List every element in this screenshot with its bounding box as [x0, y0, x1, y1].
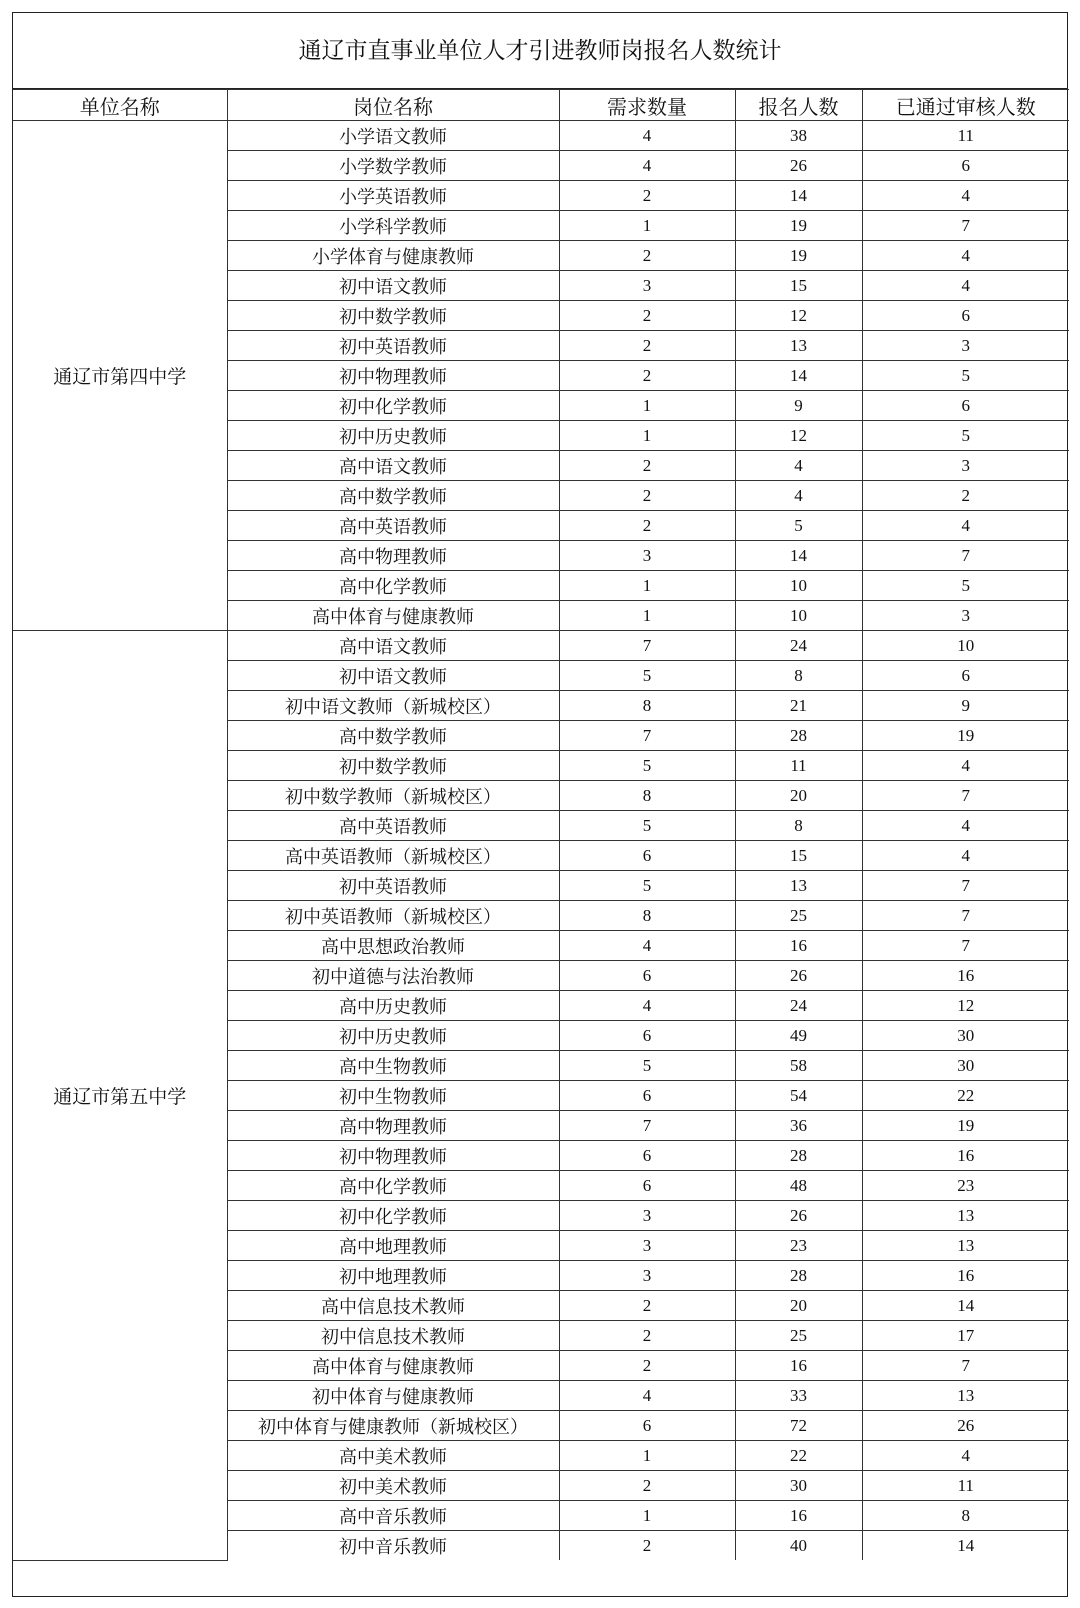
applicants-cell: 15	[735, 841, 862, 871]
approved-cell: 26	[862, 1411, 1069, 1441]
demand-cell: 2	[559, 361, 735, 391]
demand-cell: 1	[559, 1441, 735, 1471]
applicants-cell: 28	[735, 1141, 862, 1171]
position-cell: 初中历史教师	[227, 1021, 559, 1051]
position-cell: 初中英语教师（新城校区）	[227, 901, 559, 931]
demand-cell: 6	[559, 1021, 735, 1051]
applicants-cell: 16	[735, 1351, 862, 1381]
demand-cell: 5	[559, 871, 735, 901]
header-demand-count: 需求数量	[559, 90, 735, 121]
approved-cell: 5	[862, 421, 1069, 451]
demand-cell: 1	[559, 391, 735, 421]
applicants-cell: 14	[735, 181, 862, 211]
header-position-name: 岗位名称	[227, 90, 559, 121]
applicants-cell: 16	[735, 1501, 862, 1531]
demand-cell: 4	[559, 151, 735, 181]
table-row	[13, 631, 1069, 661]
demand-cell: 2	[559, 451, 735, 481]
approved-cell: 11	[862, 1471, 1069, 1501]
position-cell: 初中物理教师	[227, 361, 559, 391]
applicants-cell: 28	[735, 1261, 862, 1291]
demand-cell: 8	[559, 781, 735, 811]
demand-cell: 6	[559, 961, 735, 991]
approved-cell: 14	[862, 1531, 1069, 1561]
applicants-cell: 9	[735, 391, 862, 421]
approved-cell: 4	[862, 181, 1069, 211]
demand-cell: 6	[559, 1171, 735, 1201]
position-cell: 高中语文教师	[227, 451, 559, 481]
demand-cell: 1	[559, 601, 735, 631]
approved-cell: 9	[862, 691, 1069, 721]
demand-cell: 3	[559, 1231, 735, 1261]
position-cell: 初中地理教师	[227, 1261, 559, 1291]
position-cell: 高中信息技术教师	[227, 1291, 559, 1321]
applicants-cell: 40	[735, 1531, 862, 1561]
applicants-cell: 19	[735, 241, 862, 271]
demand-cell: 2	[559, 511, 735, 541]
approved-cell: 13	[862, 1381, 1069, 1411]
approved-cell: 6	[862, 301, 1069, 331]
approved-cell: 5	[862, 361, 1069, 391]
position-cell: 小学体育与健康教师	[227, 241, 559, 271]
applicants-cell: 12	[735, 421, 862, 451]
demand-cell: 4	[559, 1381, 735, 1411]
position-cell: 初中数学教师	[227, 751, 559, 781]
approved-cell: 2	[862, 481, 1069, 511]
header-applicant-count: 报名人数	[735, 90, 862, 121]
position-cell: 高中思想政治教师	[227, 931, 559, 961]
header-row	[13, 90, 1069, 121]
position-cell: 高中地理教师	[227, 1231, 559, 1261]
position-cell: 初中语文教师	[227, 271, 559, 301]
demand-cell: 2	[559, 1471, 735, 1501]
applicants-cell: 36	[735, 1111, 862, 1141]
demand-cell: 7	[559, 631, 735, 661]
applicants-cell: 5	[735, 511, 862, 541]
demand-cell: 7	[559, 721, 735, 751]
applicants-cell: 16	[735, 931, 862, 961]
demand-cell: 2	[559, 1321, 735, 1351]
position-cell: 初中体育与健康教师（新城校区）	[227, 1411, 559, 1441]
approved-cell: 3	[862, 601, 1069, 631]
approved-cell: 30	[862, 1051, 1069, 1081]
demand-cell: 1	[559, 421, 735, 451]
demand-cell: 4	[559, 931, 735, 961]
statistics-sheet	[12, 12, 1068, 1597]
position-cell: 高中物理教师	[227, 1111, 559, 1141]
applicants-cell: 14	[735, 541, 862, 571]
demand-cell: 2	[559, 181, 735, 211]
unit-name-cell: 通辽市第五中学	[13, 631, 227, 1561]
position-cell: 高中英语教师	[227, 811, 559, 841]
demand-cell: 2	[559, 1531, 735, 1561]
position-cell: 高中生物教师	[227, 1051, 559, 1081]
position-cell: 初中音乐教师	[227, 1531, 559, 1561]
demand-cell: 5	[559, 1051, 735, 1081]
position-cell: 初中语文教师	[227, 661, 559, 691]
table-row	[13, 121, 1069, 151]
header-approved-count: 已通过审核人数	[862, 90, 1069, 121]
applicants-cell: 21	[735, 691, 862, 721]
applicants-cell: 4	[735, 481, 862, 511]
applicants-cell: 25	[735, 1321, 862, 1351]
demand-cell: 5	[559, 751, 735, 781]
applicants-cell: 58	[735, 1051, 862, 1081]
position-cell: 初中生物教师	[227, 1081, 559, 1111]
position-cell: 初中语文教师（新城校区）	[227, 691, 559, 721]
approved-cell: 4	[862, 241, 1069, 271]
demand-cell: 8	[559, 691, 735, 721]
applicants-cell: 10	[735, 571, 862, 601]
demand-cell: 2	[559, 481, 735, 511]
position-cell: 小学科学教师	[227, 211, 559, 241]
position-cell: 高中语文教师	[227, 631, 559, 661]
applicants-cell: 48	[735, 1171, 862, 1201]
applicants-cell: 38	[735, 121, 862, 151]
position-cell: 高中数学教师	[227, 721, 559, 751]
applicants-cell: 20	[735, 781, 862, 811]
approved-cell: 6	[862, 661, 1069, 691]
applicants-cell: 13	[735, 331, 862, 361]
applicants-cell: 26	[735, 151, 862, 181]
position-cell: 初中英语教师	[227, 331, 559, 361]
applicants-cell: 8	[735, 811, 862, 841]
applicants-cell: 4	[735, 451, 862, 481]
approved-cell: 10	[862, 631, 1069, 661]
approved-cell: 13	[862, 1201, 1069, 1231]
approved-cell: 7	[862, 871, 1069, 901]
position-cell: 小学英语教师	[227, 181, 559, 211]
position-cell: 高中美术教师	[227, 1441, 559, 1471]
approved-cell: 11	[862, 121, 1069, 151]
position-cell: 初中信息技术教师	[227, 1321, 559, 1351]
position-cell: 初中历史教师	[227, 421, 559, 451]
position-cell: 高中音乐教师	[227, 1501, 559, 1531]
position-cell: 初中数学教师	[227, 301, 559, 331]
position-cell: 高中数学教师	[227, 481, 559, 511]
approved-cell: 8	[862, 1501, 1069, 1531]
applicants-cell: 24	[735, 631, 862, 661]
approved-cell: 19	[862, 1111, 1069, 1141]
demand-cell: 1	[559, 211, 735, 241]
applicants-cell: 26	[735, 1201, 862, 1231]
position-cell: 初中美术教师	[227, 1471, 559, 1501]
position-cell: 初中物理教师	[227, 1141, 559, 1171]
position-cell: 高中化学教师	[227, 1171, 559, 1201]
demand-cell: 3	[559, 541, 735, 571]
demand-cell: 4	[559, 991, 735, 1021]
position-cell: 初中化学教师	[227, 1201, 559, 1231]
applicants-cell: 15	[735, 271, 862, 301]
approved-cell: 6	[862, 391, 1069, 421]
position-cell: 高中物理教师	[227, 541, 559, 571]
demand-cell: 6	[559, 1081, 735, 1111]
demand-cell: 2	[559, 301, 735, 331]
approved-cell: 4	[862, 811, 1069, 841]
header-unit-name: 单位名称	[13, 90, 227, 121]
applicants-cell: 19	[735, 211, 862, 241]
approved-cell: 19	[862, 721, 1069, 751]
approved-cell: 7	[862, 541, 1069, 571]
demand-cell: 3	[559, 1261, 735, 1291]
applicants-cell: 10	[735, 601, 862, 631]
demand-cell: 2	[559, 241, 735, 271]
approved-cell: 13	[862, 1231, 1069, 1261]
position-cell: 初中数学教师（新城校区）	[227, 781, 559, 811]
approved-cell: 3	[862, 331, 1069, 361]
demand-cell: 6	[559, 1141, 735, 1171]
approved-cell: 22	[862, 1081, 1069, 1111]
position-cell: 高中化学教师	[227, 571, 559, 601]
applicants-cell: 49	[735, 1021, 862, 1051]
demand-cell: 5	[559, 811, 735, 841]
approved-cell: 7	[862, 1351, 1069, 1381]
registration-table	[13, 89, 1069, 1561]
applicants-cell: 33	[735, 1381, 862, 1411]
approved-cell: 30	[862, 1021, 1069, 1051]
position-cell: 小学语文教师	[227, 121, 559, 151]
approved-cell: 3	[862, 451, 1069, 481]
position-cell: 高中英语教师（新城校区）	[227, 841, 559, 871]
approved-cell: 12	[862, 991, 1069, 1021]
position-cell: 高中历史教师	[227, 991, 559, 1021]
demand-cell: 3	[559, 271, 735, 301]
approved-cell: 4	[862, 751, 1069, 781]
position-cell: 高中体育与健康教师	[227, 601, 559, 631]
applicants-cell: 30	[735, 1471, 862, 1501]
applicants-cell: 54	[735, 1081, 862, 1111]
applicants-cell: 13	[735, 871, 862, 901]
approved-cell: 16	[862, 1141, 1069, 1171]
applicants-cell: 26	[735, 961, 862, 991]
applicants-cell: 8	[735, 661, 862, 691]
demand-cell: 4	[559, 121, 735, 151]
applicants-cell: 12	[735, 301, 862, 331]
demand-cell: 5	[559, 661, 735, 691]
approved-cell: 6	[862, 151, 1069, 181]
approved-cell: 7	[862, 781, 1069, 811]
unit-name-cell: 通辽市第四中学	[13, 121, 227, 631]
applicants-cell: 23	[735, 1231, 862, 1261]
approved-cell: 14	[862, 1291, 1069, 1321]
applicants-cell: 14	[735, 361, 862, 391]
demand-cell: 3	[559, 1201, 735, 1231]
demand-cell: 8	[559, 901, 735, 931]
demand-cell: 2	[559, 1351, 735, 1381]
approved-cell: 4	[862, 271, 1069, 301]
position-cell: 初中化学教师	[227, 391, 559, 421]
demand-cell: 2	[559, 331, 735, 361]
applicants-cell: 72	[735, 1411, 862, 1441]
approved-cell: 7	[862, 931, 1069, 961]
position-cell: 小学数学教师	[227, 151, 559, 181]
position-cell: 初中道德与法治教师	[227, 961, 559, 991]
applicants-cell: 20	[735, 1291, 862, 1321]
applicants-cell: 28	[735, 721, 862, 751]
position-cell: 高中体育与健康教师	[227, 1351, 559, 1381]
approved-cell: 16	[862, 1261, 1069, 1291]
approved-cell: 5	[862, 571, 1069, 601]
approved-cell: 16	[862, 961, 1069, 991]
approved-cell: 4	[862, 511, 1069, 541]
applicants-cell: 22	[735, 1441, 862, 1471]
position-cell: 初中英语教师	[227, 871, 559, 901]
demand-cell: 1	[559, 1501, 735, 1531]
applicants-cell: 11	[735, 751, 862, 781]
demand-cell: 6	[559, 1411, 735, 1441]
approved-cell: 17	[862, 1321, 1069, 1351]
position-cell: 高中英语教师	[227, 511, 559, 541]
position-cell: 初中体育与健康教师	[227, 1381, 559, 1411]
approved-cell: 7	[862, 901, 1069, 931]
demand-cell: 2	[559, 1291, 735, 1321]
approved-cell: 4	[862, 1441, 1069, 1471]
demand-cell: 1	[559, 571, 735, 601]
table-body	[13, 121, 1069, 1561]
approved-cell: 4	[862, 841, 1069, 871]
approved-cell: 7	[862, 211, 1069, 241]
page-title: 通辽市直事业单位人才引进教师岗报名人数统计	[13, 13, 1067, 89]
demand-cell: 6	[559, 841, 735, 871]
demand-cell: 7	[559, 1111, 735, 1141]
applicants-cell: 24	[735, 991, 862, 1021]
applicants-cell: 25	[735, 901, 862, 931]
approved-cell: 23	[862, 1171, 1069, 1201]
